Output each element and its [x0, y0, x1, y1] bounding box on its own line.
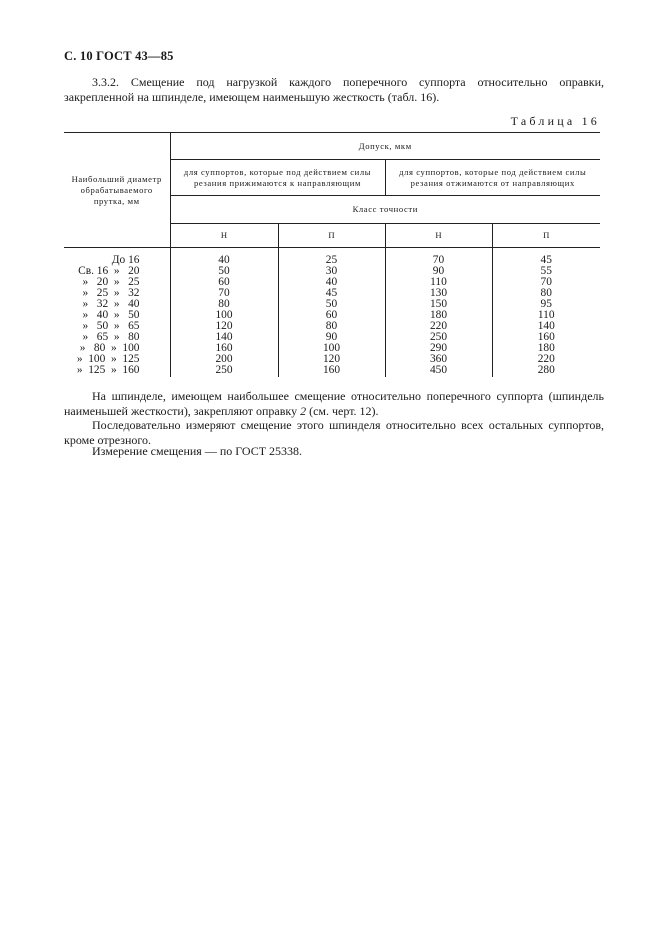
tolerance-cell: 140 — [492, 321, 600, 332]
tolerance-cell: 180 — [492, 343, 600, 354]
tolerance-cell: 250 — [170, 365, 278, 377]
tolerance-cell: 70 — [170, 288, 278, 299]
class-header: Н — [170, 224, 278, 248]
tolerance-table — [64, 132, 600, 377]
tolerance-header: Допуск, мкм — [170, 133, 600, 160]
tolerance-cell: 95 — [492, 299, 600, 310]
tolerance-cell: 40 — [170, 248, 278, 267]
tolerance-cell: 90 — [278, 332, 385, 343]
tolerance-cell: 55 — [492, 266, 600, 277]
tolerance-cell: 70 — [492, 277, 600, 288]
diameter-cell: » 50 » 65 — [82, 320, 140, 332]
diameter-column-header: Наибольший диаметр обрабатываемого прутка, мм — [64, 133, 170, 248]
tolerance-cell: 120 — [278, 354, 385, 365]
tolerance-cell: 450 — [385, 365, 492, 377]
table-body — [64, 248, 600, 378]
diameter-cell: » 125 » 160 — [76, 364, 140, 376]
diameter-cell: » 100 » 125 — [76, 353, 140, 365]
tolerance-cell: 110 — [385, 277, 492, 288]
diameter-cell: » 20 » 25 — [82, 276, 140, 288]
table-caption: Таблица 16 — [510, 114, 600, 128]
standard-paragraph: Измерение смещения — по ГОСТ 25338. — [92, 444, 303, 458]
tolerance-cell: 160 — [278, 365, 385, 377]
intro-paragraph: 3.3.2. Смещение под нагрузкой каждого поперечного суппорта относительно оправки, закрепленной на шпинделе, имеющем наименьшую жесткость (табл. 16). — [64, 75, 604, 104]
spindle-text-a: На шпинделе, имеющем наибольшее смещение относительно поперечного суппорта (шпиндель наименьшей жесткости), закрепляют оправку — [64, 389, 604, 418]
tolerance-cell: 60 — [278, 310, 385, 321]
tolerance-cell: 40 — [278, 277, 385, 288]
table-row — [64, 248, 600, 267]
tolerance-cell: 80 — [492, 288, 600, 299]
tolerance-cell: 25 — [278, 248, 385, 267]
spindle-paragraph — [64, 389, 604, 419]
diameter-cell: » 32 » 40 — [82, 298, 140, 310]
pressed-supports-header: для суппортов, которые под действием силы резания прижимаются к направляющим — [170, 160, 385, 196]
tolerance-cell: 140 — [170, 332, 278, 343]
diameter-cell: » 40 » 50 — [82, 309, 140, 321]
tolerance-cell: 180 — [385, 310, 492, 321]
diameter-cell: » 65 » 80 — [82, 331, 140, 343]
class-header: П — [278, 224, 385, 248]
tolerance-cell: 150 — [385, 299, 492, 310]
tolerance-cell: 45 — [278, 288, 385, 299]
tolerance-cell: 220 — [385, 321, 492, 332]
class-header: Н — [385, 224, 492, 248]
tolerance-cell: 100 — [278, 343, 385, 354]
tolerance-cell: 250 — [385, 332, 492, 343]
page-header: С. 10 ГОСТ 43—85 — [64, 49, 174, 63]
tolerance-cell: 280 — [492, 365, 600, 377]
tolerance-cell: 220 — [492, 354, 600, 365]
tolerance-cell: 80 — [278, 321, 385, 332]
tolerance-cell: 290 — [385, 343, 492, 354]
tolerance-cell: 30 — [278, 266, 385, 277]
tolerance-cell: 110 — [492, 310, 600, 321]
mandrel-number: 2 — [300, 404, 307, 418]
tolerance-cell: 160 — [170, 343, 278, 354]
tolerance-cell: 80 — [170, 299, 278, 310]
tolerance-cell: 50 — [278, 299, 385, 310]
spindle-text-b: (см. черт. 12). — [306, 404, 379, 418]
table-row — [64, 365, 600, 377]
tolerance-cell: 60 — [170, 277, 278, 288]
accuracy-class-header: Класс точности — [170, 196, 600, 224]
diameter-cell: До 16 — [111, 254, 140, 266]
tolerance-cell: 120 — [170, 321, 278, 332]
tolerance-cell: 360 — [385, 354, 492, 365]
tolerance-cell: 45 — [492, 248, 600, 267]
tolerance-cell: 200 — [170, 354, 278, 365]
tolerance-cell: 90 — [385, 266, 492, 277]
released-supports-header: для суппортов, которые под действием силы резания отжимаются от направляющих — [385, 160, 600, 196]
class-header: П — [492, 224, 600, 248]
tolerance-cell: 50 — [170, 266, 278, 277]
tolerance-cell: 130 — [385, 288, 492, 299]
measure-paragraph: Последовательно измеряют смещение этого шпинделя относительно всех остальных суппортов, кроме отрезного. — [64, 418, 604, 447]
diameter-cell: » 25 » 32 — [82, 287, 140, 299]
tolerance-cell: 100 — [170, 310, 278, 321]
diameter-cell: » 80 » 100 — [79, 342, 140, 354]
tolerance-cell: 160 — [492, 332, 600, 343]
tolerance-cell: 70 — [385, 248, 492, 267]
diameter-cell: Св. 16 » 20 — [78, 265, 140, 277]
